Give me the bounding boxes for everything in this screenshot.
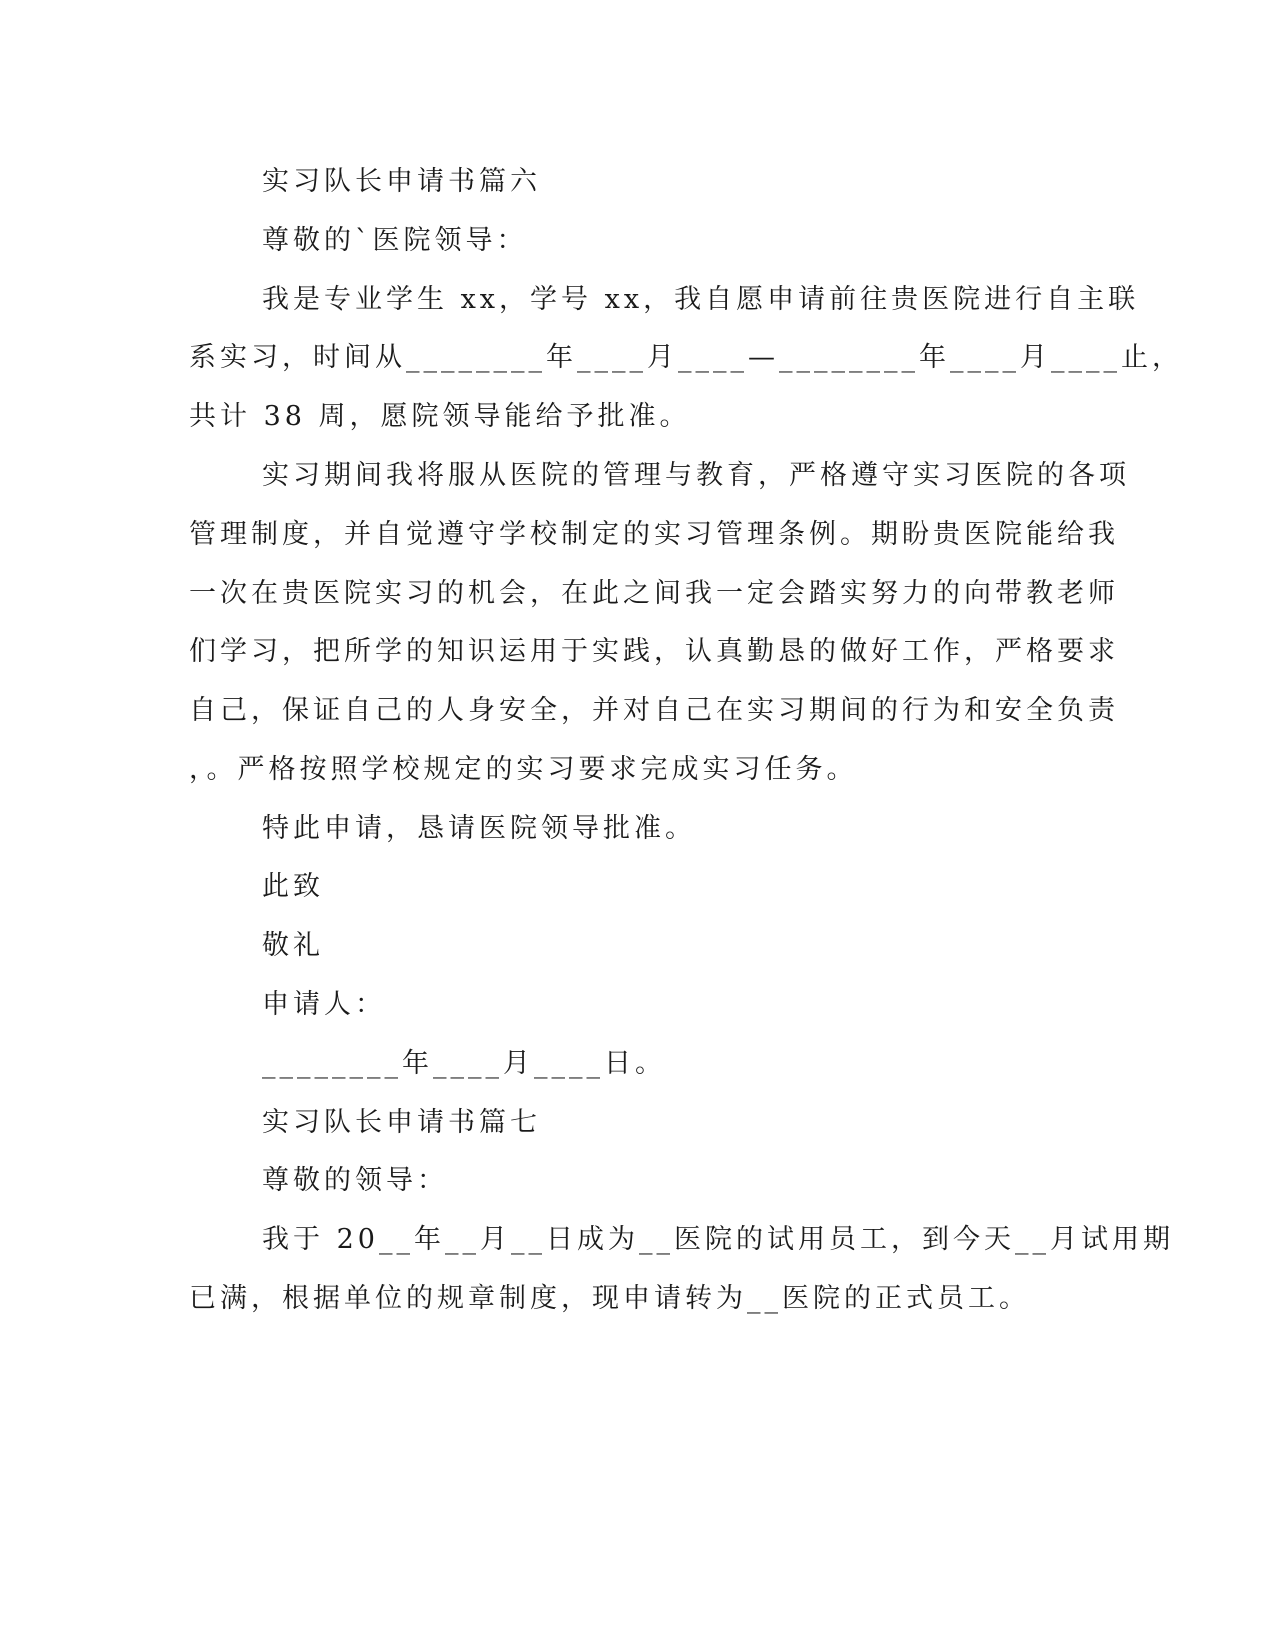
- paragraph-line: 已满，根据单位的规章制度，现申请转为__医院的正式员工。: [189, 1283, 1030, 1314]
- closing-cizhi: 此致: [262, 871, 324, 902]
- paragraph-line: 共计 38 周，愿院领导能给予批准。: [189, 401, 691, 432]
- applicant-label: 申请人：: [262, 989, 386, 1020]
- paragraph-line: 系实习，时间从________年____月____—________年____月____止，: [189, 342, 1183, 373]
- paragraph-line: 管理制度，并自觉遵守学校制定的实习管理条例。期盼贵医院能给我: [189, 519, 1119, 550]
- closing-request: 特此申请，恳请医院领导批准。: [262, 813, 696, 844]
- section-heading-6: 实习队长申请书篇六: [262, 166, 541, 197]
- paragraph-line: 一次在贵医院实习的机会，在此之间我一定会踏实努力的向带教老师: [189, 578, 1119, 609]
- paragraph-line: ，。严格按照学校规定的实习要求完成实习任务。: [189, 754, 858, 785]
- paragraph-line: 们学习，把所学的知识运用于实践，认真勤恳的做好工作，严格要求: [189, 636, 1119, 667]
- paragraph-line: 我于 20__年__月__日成为__医院的试用员工，到今天__月试用期: [262, 1224, 1174, 1255]
- paragraph-line: 自己，保证自己的人身安全，并对自己在实习期间的行为和安全负责: [189, 695, 1119, 726]
- paragraph-line: 实习期间我将服从医院的管理与教育，严格遵守实习医院的各项: [262, 460, 1130, 491]
- closing-jingli: 敬礼: [262, 930, 324, 961]
- paragraph-line: 我是专业学生 xx，学号 xx，我自愿申请前往贵医院进行自主联: [262, 284, 1140, 315]
- salutation-hospital-leaders: 尊敬的`医院领导：: [262, 225, 528, 256]
- salutation-leaders: 尊敬的领导：: [262, 1165, 448, 1196]
- date-line: ________年____月____日。: [262, 1048, 666, 1079]
- section-heading-7: 实习队长申请书篇七: [262, 1107, 541, 1138]
